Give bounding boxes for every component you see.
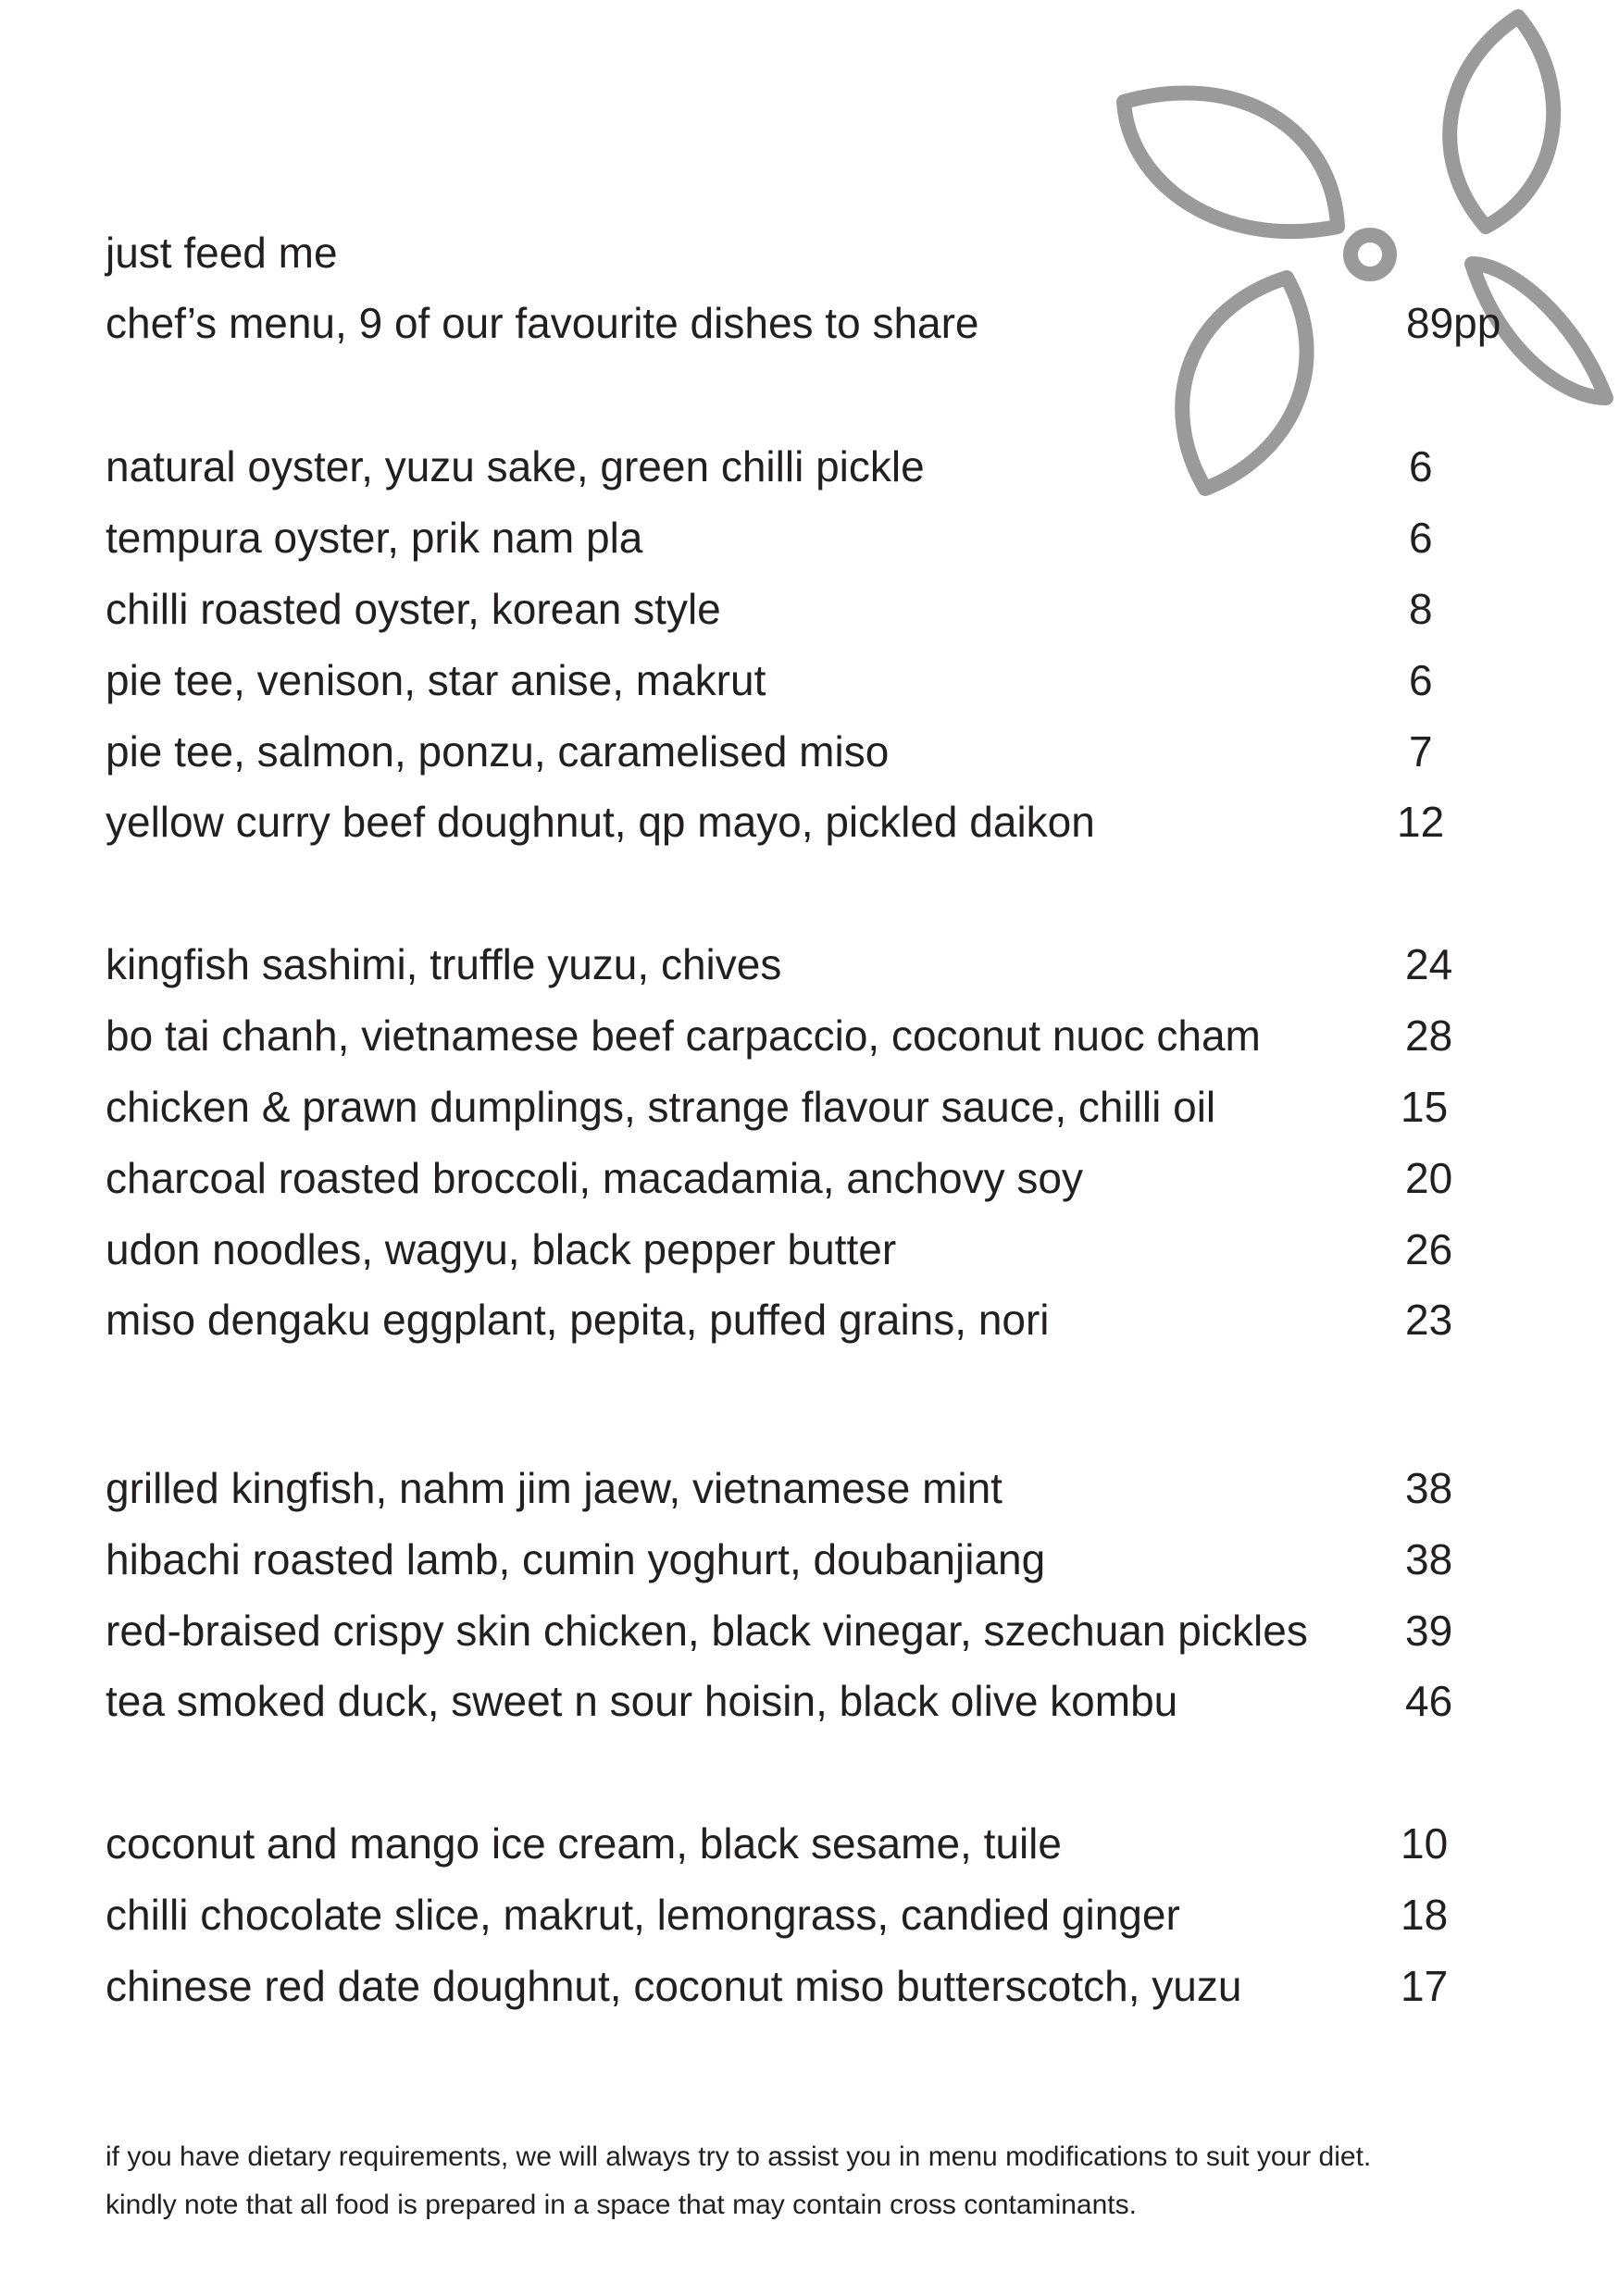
menu-item-price: 7 <box>1409 727 1433 776</box>
menu-item-name: pie tee, salmon, ponzu, caramelised miso <box>106 727 890 776</box>
menu-item-row <box>106 1292 1494 1347</box>
menu-intro-title <box>106 225 1494 280</box>
menu-item-row <box>106 794 1494 850</box>
menu-item-price: 6 <box>1409 514 1433 562</box>
menu-item-row <box>106 724 1494 779</box>
menu-item-name: pie tee, venison, star anise, makrut <box>106 656 766 704</box>
menu-item-price: 23 <box>1405 1296 1453 1344</box>
menu-item-row <box>106 1532 1494 1587</box>
menu-item-price: 15 <box>1401 1083 1449 1131</box>
menu-item-row <box>106 1460 1494 1516</box>
chef-menu-row <box>106 295 1501 351</box>
menu-item-name: udon noodles, wagyu, black pepper butter <box>106 1225 897 1273</box>
menu-item-row <box>106 1079 1494 1135</box>
menu-item-row <box>106 510 1494 565</box>
menu-item-name: chinese red date doughnut, coconut miso butterscotch, yuzu <box>106 1962 1242 2010</box>
menu-item-price: 6 <box>1409 656 1433 704</box>
menu-item-price: 38 <box>1405 1464 1453 1512</box>
menu-item-price: 38 <box>1405 1535 1453 1583</box>
menu-item-name: chilli roasted oyster, korean style <box>106 585 721 633</box>
menu-item-name: natural oyster, yuzu sake, green chilli pickle <box>106 442 925 490</box>
menu-item-row <box>106 652 1494 708</box>
menu-item-price: 39 <box>1405 1607 1453 1655</box>
cross-contamination-note: kindly note that all food is prepared in a space that may contain cross contaminants. <box>106 2190 1137 2220</box>
menu-item-row <box>106 1150 1494 1206</box>
menu-item-name: tempura oyster, prik nam pla <box>106 514 643 562</box>
menu-item-price: 20 <box>1405 1154 1453 1202</box>
menu-item-name: yellow curry beef doughnut, qp mayo, pickled daikon <box>106 798 1095 846</box>
menu-item-name: chicken & prawn dumplings, strange flavour sauce, chilli oil <box>106 1083 1216 1131</box>
menu-item-row <box>106 1816 1494 1871</box>
menu-item-price: 8 <box>1409 585 1433 633</box>
menu-item-price: 18 <box>1401 1891 1449 1939</box>
menu-item-name: tea smoked duck, sweet n sour hoisin, black olive kombu <box>106 1677 1178 1725</box>
menu-item-price: 17 <box>1401 1962 1449 2010</box>
menu-item-price: 24 <box>1405 940 1453 988</box>
menu-item-row <box>106 1603 1494 1658</box>
menu-item-name: grilled kingfish, nahm jim jaew, vietnamese mint <box>106 1464 1003 1512</box>
menu-item-row <box>106 1008 1494 1063</box>
menu-item-name: kingfish sashimi, truffle yuzu, chives <box>106 940 782 988</box>
menu-item-row <box>106 1887 1494 1942</box>
menu-item-row <box>106 1673 1494 1729</box>
menu-item-name: red-braised crispy skin chicken, black vinegar, szechuan pickles <box>106 1607 1308 1655</box>
menu-item-name: bo tai chanh, vietnamese beef carpaccio, coconut nuoc cham <box>106 1011 1261 1060</box>
just-feed-me-heading: just feed me <box>106 229 338 277</box>
menu-item-price: 26 <box>1405 1225 1453 1273</box>
menu-item-price: 12 <box>1397 798 1445 846</box>
menu-item-row <box>106 1958 1494 2014</box>
chef-menu-text: chef’s menu, 9 of our favourite dishes to share <box>106 299 979 347</box>
chef-menu-price: 89pp <box>1406 299 1501 347</box>
menu-item-price: 28 <box>1405 1011 1453 1060</box>
menu-item-name: coconut and mango ice cream, black sesame, tuile <box>106 1819 1062 1868</box>
menu-item-name: hibachi roasted lamb, cumin yoghurt, doubanjiang <box>106 1535 1046 1583</box>
dietary-note: if you have dietary requirements, we will always try to assist you in menu modifications to suit your diet. <box>106 2141 1372 2172</box>
menu-item-price: 10 <box>1401 1819 1449 1868</box>
menu-item-row <box>106 439 1494 494</box>
menu-item-row <box>106 937 1494 992</box>
menu-item-row <box>106 1222 1494 1277</box>
menu-item-row <box>106 581 1494 637</box>
menu-item-name: charcoal roasted broccoli, macadamia, anchovy soy <box>106 1154 1083 1202</box>
menu-item-name: chilli chocolate slice, makrut, lemongrass, candied ginger <box>106 1891 1180 1939</box>
menu-item-name: miso dengaku eggplant, pepita, puffed grains, nori <box>106 1296 1050 1344</box>
menu-item-price: 6 <box>1409 442 1433 490</box>
menu-item-price: 46 <box>1405 1677 1453 1725</box>
